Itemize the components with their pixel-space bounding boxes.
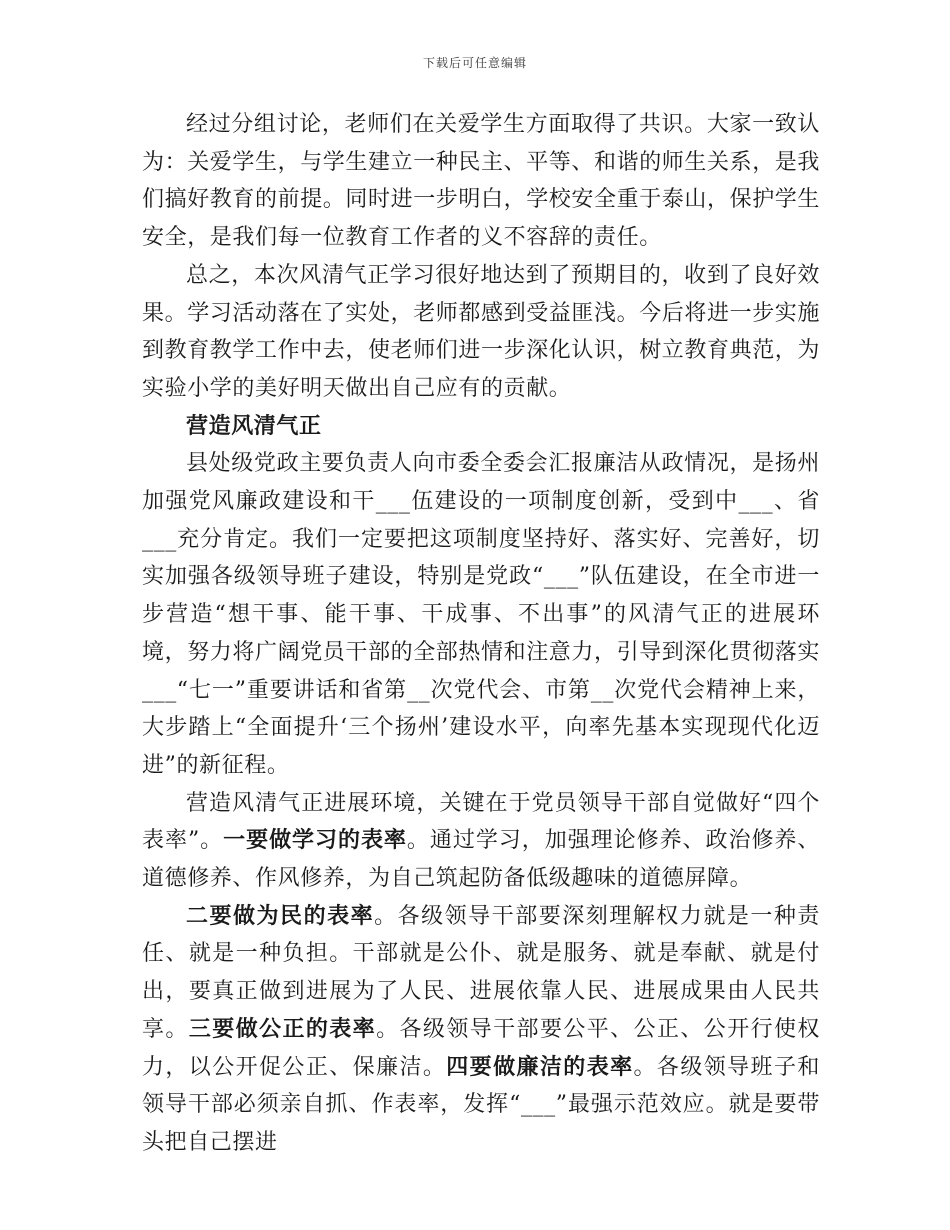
paragraph-5-text-2: 。各级领导干部要公平、公正、公开行使权力，以公开促公正、保廉洁。 [142, 1016, 821, 1080]
page-header: 下载后可任意编辑 [422, 56, 527, 70]
paragraph-5-text-3: 。各级领导班子和领导干部必须亲自抓、作表率，发挥“___”最强示范效应。就是要带头把自己摆进 [142, 1054, 820, 1155]
section-heading [142, 408, 820, 446]
paragraph-4-bold-1: 一要做学习的表率 [223, 827, 407, 854]
paragraph-1: 经过分组讨论，老师们在关爱学生方面取得了共识。大家一致认为：关爱学生，与学生建立一种民主、平等、和谐的师生关系，是我们搞好教育的前提。同时进一步明白，学校安全重于泰山，保护学生安全，是我们每一位教育工作者的义不容辞的责任。 [142, 112, 821, 251]
paragraph-4-rest: 。通过学习，加强理论修养、政治修养、道德修养、作风修养，为自己筑起防备低级趣味的道德屏障。 [142, 828, 820, 892]
document-body [142, 106, 820, 1162]
paragraph-3: 县处级党政主要负责人向市委全委会汇报廉洁从政情况，是扬州加强党风廉政建设和干___伍建设的一项制度创新，受到中___、省___充分肯定。我们一定要把这项制度坚持好、落实好、完善好，切实加强各级领导班子建设，特别是党政“___”队伍建设，在全市进一步营造“想干事、能干事、干成事、不出事”的风清气正的进展环境，努力将广阔党员干部的全部热情和注意力，引导到深化贯彻落实___“七一”重要讲话和省第__次党代会、市第__次党代会精神上来，大步踏上“全面提升‘三个扬州’建设水平，向率先基本实现现代化迈进”的新征程。 [142, 451, 821, 778]
paragraph-5 [142, 898, 820, 1162]
paragraph-5-bold-3: 四要做廉洁的表率 [446, 1053, 634, 1080]
paragraph-5-bold-2: 三要做公正的表率 [188, 1015, 377, 1042]
paragraph-5-text-1: 。各级领导干部要深刻理解权力就是一种责任、就是一种负担。干部就是公仆、就是服务、就是奉献、就是付出，要真正做到进展为了人民、进展依靠人民、进展成果由人民共享。 [142, 903, 820, 1042]
paragraph-4 [142, 785, 820, 898]
paragraph-4-intro: 营造风清气正进展环境，关键在于党员领导干部自觉做好“四个表率”。 [142, 790, 820, 854]
paragraph-5-bold-1: 二要做为民的表率 [186, 902, 375, 929]
paragraph-2: 总之，本次风清气正学习很好地达到了预期目的，收到了良好效果。学习活动落在了实处，老师都感到受益匪浅。今后将进一步实施到教育教学工作中去，使老师们进一步深化认识，树立教育典范，为实验小学的美好明天做出自己应有的贡献。 [142, 262, 821, 401]
section-heading-text: 营造风清气正 [186, 412, 322, 439]
